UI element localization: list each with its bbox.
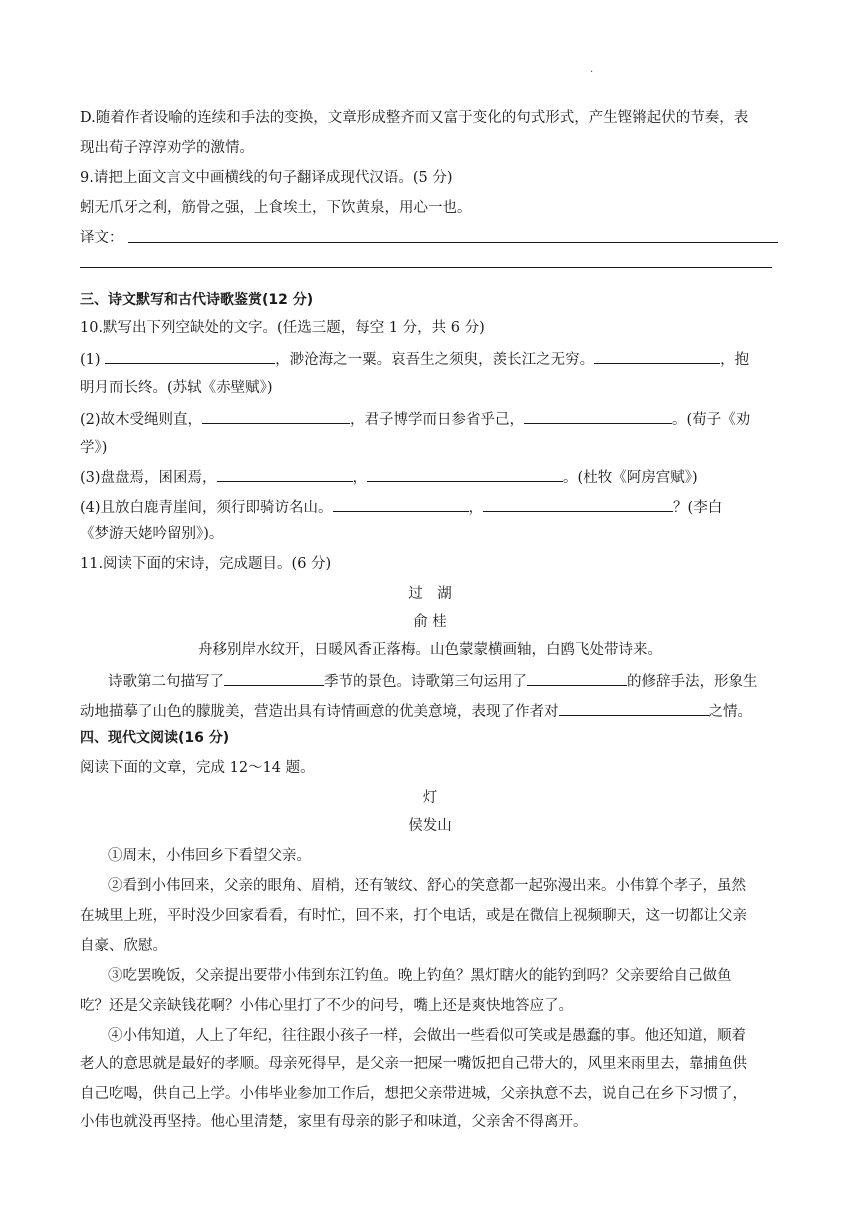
q11-text-1a: 诗歌第二句描写了 — [108, 674, 224, 690]
section4-title: 四、现代文阅读(16 分) — [80, 730, 230, 746]
article-paragraph-2-line2: 在城里上班，平时没少回家看看，有时忙，回不来，打个电话，或是在微信上视频聊天，这一切都让父亲 — [80, 908, 747, 924]
header-mark: . — [590, 64, 594, 75]
q10-item1-blank-1[interactable] — [105, 348, 275, 364]
q11-blank-line1 — [108, 670, 758, 692]
document-page — [80, 0, 780, 1216]
q10-item1-line2: 明月而长终。(苏轼《赤壁赋》) — [80, 380, 273, 396]
q11-text-1b: 季节的景色。诗歌第三句运用了 — [324, 674, 527, 690]
q8-option-d-line1: D.随着作者设喻的连续和手法的变换，文章形成整齐而又富于变化的句式形式，产生铿锵起伏的节奏，表 — [80, 110, 749, 126]
section4-instruction: 阅读下面的文章，完成 12～14 题。 — [80, 760, 315, 776]
q10-item3-blank-2[interactable] — [367, 466, 563, 482]
article-paragraph-4-line2: 老人的意思就是最好的孝顺。母亲死得早，是父亲一把屎一嘴饭把自己带大的，风里来雨里去，靠捕鱼供 — [80, 1056, 747, 1072]
q9-question: 9.请把上面文言文中画横线的句子翻译成现代汉语。(5 分) — [80, 170, 453, 186]
q10-item2-mid: ，君子博学而日参省乎己， — [350, 412, 525, 428]
article-title: 灯 — [422, 790, 438, 806]
q9-answer-blank-1[interactable] — [128, 242, 778, 243]
q11-blank-line2 — [80, 700, 752, 722]
poem-text: 舟移别岸水纹开，日暖风香正落梅。山色蒙蒙横画轴，白鸥飞处带诗来。 — [198, 642, 662, 658]
q10-item4-blank-2[interactable] — [483, 496, 673, 512]
q9-sentence: 蚓无爪牙之利，筋骨之强，上食埃土，下饮黄泉，用心一也。 — [80, 200, 472, 216]
article-paragraph-4-line1: ④小伟知道，人上了年纪，往往跟小孩子一样，会做出一些看似可笑或是愚蠢的事。他还知道，顺着 — [108, 1028, 746, 1044]
q11-question: 11.阅读下面的宋诗，完成题目。(6 分) — [80, 556, 332, 572]
q8-option-d-line2: 现出荀子淳淳劝学的激情。 — [80, 140, 254, 156]
q10-item3-prefix: (3)盘盘焉，囷囷焉， — [80, 470, 217, 486]
q10-item2-blank-2[interactable] — [524, 408, 672, 424]
article-paragraph-3-line1: ③吃罢晚饭，父亲提出要带小伟到东江钓鱼。晚上钓鱼？黑灯瞎火的能钓到吗？父亲要给自己做鱼 — [108, 968, 732, 984]
q10-item4-blank-1[interactable] — [333, 496, 469, 512]
article-paragraph-4-line3: 自己吃喝，供自己上学。小伟毕业参加工作后，想把父亲带进城，父亲执意不去，说自己在乡下习惯了， — [80, 1086, 747, 1102]
q10-item4-prefix: (4)且放白鹿青崖间，须行即骑访名山。 — [80, 500, 333, 516]
q10-item1-suffix: ，抱 — [720, 352, 750, 368]
article-paragraph-2-line3: 自豪、欣慰。 — [80, 938, 167, 954]
article-paragraph-2-line1: ②看到小伟回来，父亲的眼角、眉梢，还有皱纹、舒心的笑意都一起弥漫出来。小伟算个孝子，虽然 — [108, 878, 746, 894]
q10-item1-mid: ，渺沧海之一粟。哀吾生之须臾，羡长江之无穷。 — [275, 352, 595, 368]
q10-item2-suffix: 。(荀子《劝 — [672, 412, 751, 428]
article-paragraph-4-line4: 小伟也就没再坚持。他心里清楚，家里有母亲的影子和味道，父亲舍不得离开。 — [80, 1114, 588, 1130]
q10-item1-blank-2[interactable] — [594, 348, 720, 364]
q9-answer-blank-2[interactable] — [80, 267, 772, 268]
q10-item1 — [80, 348, 749, 370]
q10-item3 — [80, 466, 698, 488]
q10-question: 10.默写出下列空缺处的文字。(任选三题，每空 1 分，共 6 分) — [80, 320, 485, 336]
q10-item1-prefix: (1) — [80, 352, 101, 368]
q10-item2-blank-1[interactable] — [202, 408, 350, 424]
poem-title: 过 湖 — [408, 586, 452, 602]
q11-text-1c: 的修辞手法，形象生 — [627, 674, 758, 690]
q11-blank-rhetoric[interactable] — [527, 670, 627, 686]
q10-item4-line2: 《梦游天姥吟留别》)。 — [80, 526, 224, 542]
q10-item2-line2: 学》) — [80, 440, 108, 456]
q10-item3-suffix: 。(杜牧《阿房宫赋》) — [563, 470, 698, 486]
q11-text-2a: 动地描摹了山色的朦胧美，营造出具有诗情画意的优美意境，表现了作者对 — [80, 704, 559, 720]
q11-blank-emotion[interactable] — [559, 700, 709, 716]
q10-item4 — [80, 496, 722, 518]
section3-title: 三、诗文默写和古代诗歌鉴赏(12 分) — [80, 292, 314, 308]
poem-author: 俞 桂 — [413, 614, 447, 630]
article-paragraph-3-line2: 吃？还是父亲缺钱花啊？小伟心里打了不少的问号，嘴上还是爽快地答应了。 — [80, 998, 573, 1014]
q10-item2-prefix: (2)故木受绳则直， — [80, 412, 203, 428]
q11-blank-season[interactable] — [224, 670, 324, 686]
q10-item4-mid: ， — [468, 500, 484, 516]
q10-item3-blank-1[interactable] — [217, 466, 353, 482]
q11-text-2b: 之情。 — [708, 704, 752, 720]
q10-item2 — [80, 408, 750, 430]
article-author: 侯发山 — [408, 818, 452, 834]
article-paragraph-1: ①周末，小伟回乡下看望父亲。 — [108, 848, 311, 864]
q10-item4-suffix: ？(李白 — [673, 500, 723, 516]
q10-item3-mid: ， — [352, 470, 368, 486]
q9-answer-label: 译文： — [80, 230, 124, 246]
